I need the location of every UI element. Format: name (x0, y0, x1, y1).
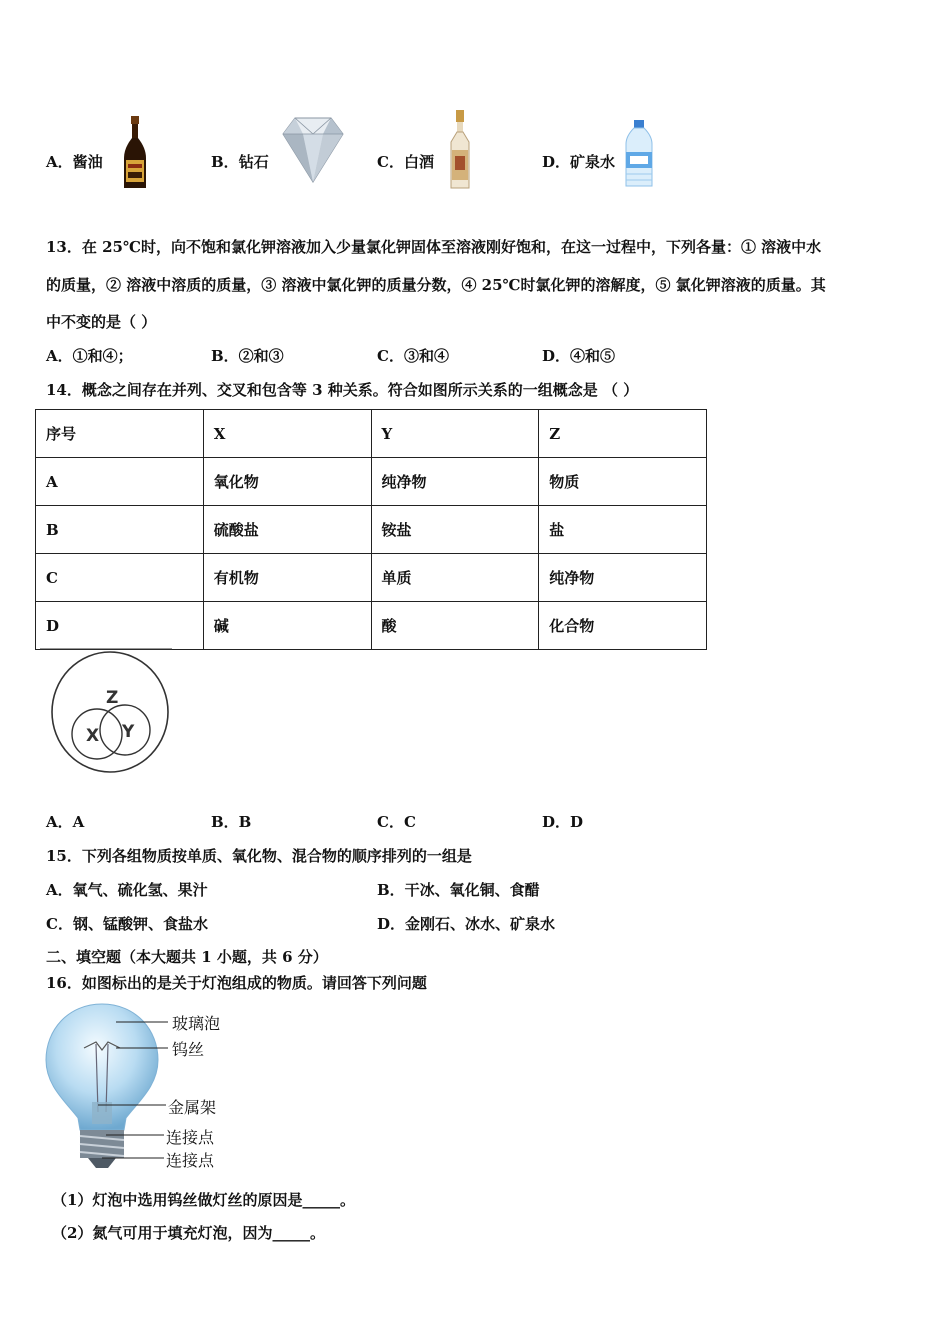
q14-stem: 14．概念之间存在并列、交叉和包含等 3 种关系。符合如图所示关系的一组概念是 （ ） (46, 381, 639, 399)
bulb-label-contact-1: 连接点 (166, 1128, 215, 1147)
q12-option-a: A．酱油 (46, 153, 103, 171)
table-cell: 酸 (371, 602, 539, 650)
table-header-row (36, 410, 707, 458)
table-cell: D (36, 602, 204, 650)
liquor-bottle-icon (445, 108, 475, 192)
q14-option-c: C．C (377, 813, 416, 831)
label-x: X (86, 726, 100, 746)
table-header-cell: 序号 (36, 410, 204, 458)
table-cell: 硫酸盐 (203, 506, 371, 554)
table-cell: A (36, 458, 204, 506)
q13-stem-line-1: 13．在 25℃时，向不饱和氯化钾溶液加入少量氯化钾固体至溶液刚好饱和，在这一过程中，下列各量：① 溶液中水 (46, 238, 822, 256)
q16-sub-1: （1）灯泡中选用钨丝做灯丝的原因是_____。 (52, 1191, 355, 1209)
table-row (36, 506, 707, 554)
q14-option-a: A．A (46, 813, 85, 831)
table-cell: 铵盐 (371, 506, 539, 554)
table-cell: 纯净物 (539, 554, 707, 602)
label-leader-lines (96, 1012, 176, 1172)
label-y: Y (122, 722, 135, 742)
q12-option-d: D．矿泉水 (542, 153, 616, 171)
bulb-label-filament: 钨丝 (172, 1040, 205, 1059)
q15-option-a: A．氧气、硫化氢、果汁 (46, 881, 208, 899)
q13-option-c: C．③和④ (377, 347, 449, 365)
table-header-cell: Z (539, 410, 707, 458)
bulb-label-glass: 玻璃泡 (172, 1014, 221, 1033)
table-header-cell: Y (371, 410, 539, 458)
table-cell: B (36, 506, 204, 554)
section-title: 二、填空题（本大题共 1 小题，共 6 分） (46, 948, 328, 966)
q14-option-d: D．D (542, 813, 584, 831)
bulb-label-frame: 金属架 (168, 1098, 217, 1117)
table-cell: 纯净物 (371, 458, 539, 506)
table-cell: 单质 (371, 554, 539, 602)
bulb-label-contact-2: 连接点 (166, 1151, 215, 1170)
q12-option-b: B．钻石 (211, 153, 269, 171)
q13-stem-line-3: 中不变的是（ ） (46, 313, 157, 331)
diamond-icon (281, 116, 345, 186)
label-z: Z (106, 688, 119, 708)
concept-table (35, 409, 707, 650)
table-row (36, 554, 707, 602)
q13-stem-line-2: 的质量，② 溶液中溶质的质量，③ 溶液中氯化钾的质量分数，④ 25℃时氯化钾的溶解度，⑤ 氯化钾溶液的质量。其 (46, 276, 826, 294)
table-header-cell: X (203, 410, 371, 458)
table-cell: 碱 (203, 602, 371, 650)
venn-diagram (40, 648, 180, 778)
q15-stem: 15．下列各组物质按单质、氧化物、混合物的顺序排列的一组是 (46, 847, 472, 865)
q16-sub-2: （2）氮气可用于填充灯泡，因为_____。 (52, 1224, 325, 1242)
q15-option-b: B．干冰、氧化铜、食醋 (377, 881, 540, 899)
water-bottle-icon (622, 118, 656, 190)
table-cell: C (36, 554, 204, 602)
table-row (36, 602, 707, 650)
q13-option-d: D．④和⑤ (542, 347, 616, 365)
table-cell: 物质 (539, 458, 707, 506)
q15-option-c: C．钢、锰酸钾、食盐水 (46, 915, 208, 933)
table-row (36, 458, 707, 506)
q16-stem: 16．如图标出的是关于灯泡组成的物质。请回答下列问题 (46, 974, 427, 992)
soy-sauce-bottle-icon (118, 114, 152, 192)
table-cell: 氧化物 (203, 458, 371, 506)
q14-option-b: B．B (211, 813, 252, 831)
q13-option-b: B．②和③ (211, 347, 284, 365)
q12-option-c: C．白酒 (377, 153, 434, 171)
table-cell: 化合物 (539, 602, 707, 650)
q15-option-d: D．金刚石、冰水、矿泉水 (377, 915, 556, 933)
table-cell: 盐 (539, 506, 707, 554)
table-cell: 有机物 (203, 554, 371, 602)
q13-option-a: A．①和④； (46, 347, 133, 365)
